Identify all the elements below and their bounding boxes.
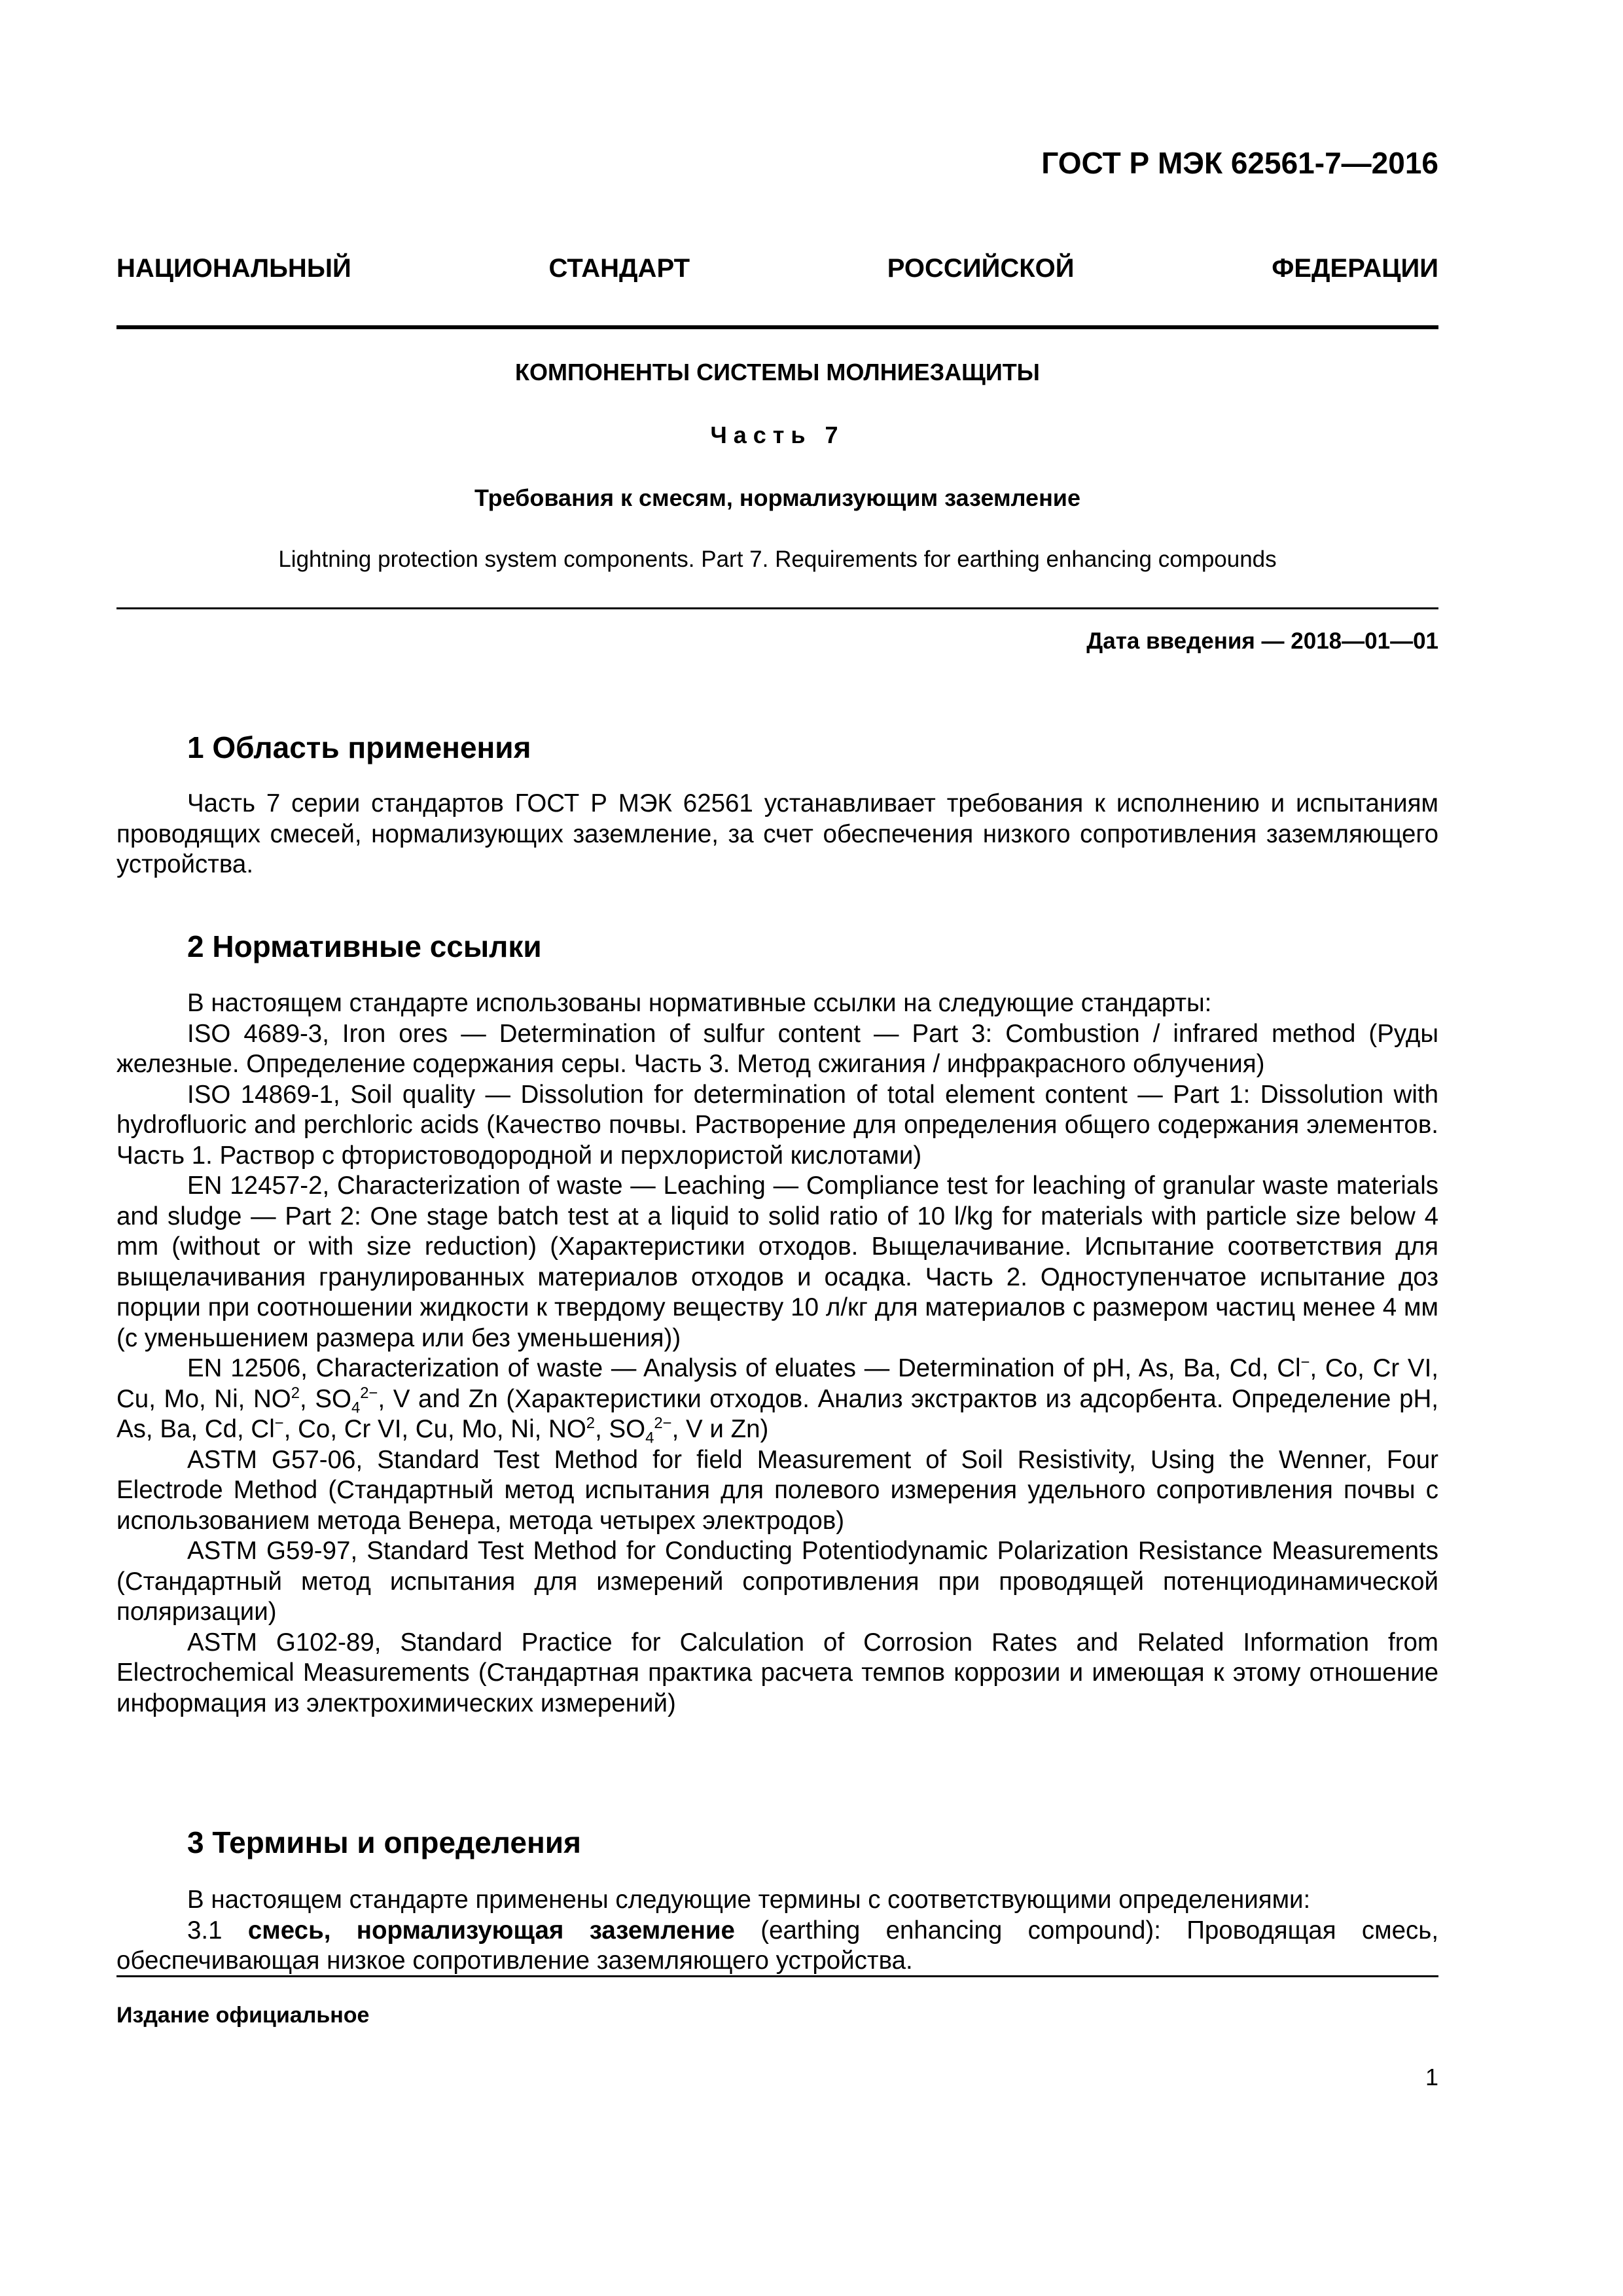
reference-en-12457-2: EN 12457-2, Characterization of waste — Leaching — Compliance test for leaching of granular waste materials and sludge — Part 2: One stage batch test at a liquid to solid ratio of 10 l/kg for materials with particle size below 4 mm (without or with size reduction) (Характеристики отходов. Выщелачивание. Испытание соответствия для выщелачивания гранулированных материалов отходов и осадка. Часть 2. Одноступенчатое испытание доз порции при соотношении жидкости к твердому веществу 10 л/кг для материалов с размером частиц менее 4 мм (с уменьшением размера или без уменьшения)) <box>116 1172 1438 1352</box>
section-3-heading: 3 Термины и определения <box>187 1825 581 1859</box>
section-1-heading: 1 Область применения <box>187 730 531 764</box>
introduction-date: Дата введения — 2018—01—01 <box>1086 628 1438 654</box>
standard-title: КОМПОНЕНТЫ СИСТЕМЫ МОЛНИЕЗАЩИТЫ <box>515 359 1040 386</box>
title-rule <box>116 607 1438 609</box>
header-rule <box>116 325 1438 329</box>
standard-subtitle: Требования к смесям, нормализующим заземление <box>474 484 1080 511</box>
section-3-body <box>116 1885 1438 1977</box>
reference-iso-4689-3: ISO 4689-3, Iron ores — Determination of sulfur content — Part 3: Combustion / infrared method (Руды железные. Определение содержания серы. Часть 3. Метод сжигания / инфракрасного облучения) <box>116 1019 1438 1078</box>
part-label: Часть 7 <box>710 422 845 448</box>
term-3-1 <box>116 1916 1438 1977</box>
national-standard-banner: НАЦИОНАЛЬНЫЙ СТАНДАРТ РОССИЙСКОЙ ФЕДЕРАЦИИ <box>116 254 1438 283</box>
section-2-heading: 2 Нормативные ссылки <box>187 929 542 963</box>
section-2-body <box>116 988 1438 1719</box>
section-2-intro: В настоящем стандарте использованы нормативные ссылки на следующие стандарты: <box>187 989 1212 1017</box>
official-edition-label: Издание официальное <box>116 2003 370 2028</box>
term-definition: (earthing enhancing compound): Проводящая смесь, обеспечивающая низкое сопротивление заземляющего устройства. <box>116 1916 1439 1975</box>
page-number: 1 <box>1425 2064 1438 2090</box>
term-number: 3.1 <box>187 1916 223 1945</box>
footer-rule <box>116 1975 1438 1977</box>
english-title: Lightning protection system components. Part 7. Requirements for earthing enhancing compounds <box>278 547 1277 572</box>
reference-astm-g102-89: ASTM G102-89, Standard Practice for Calculation of Corrosion Rates and Related Information from Electrochemical Measurements (Стандартная практика расчета темпов коррозии и имеющая к этому отношение информация из электрохимических измерений) <box>116 1628 1438 1717</box>
reference-astm-g59-97: ASTM G59-97, Standard Test Method for Conducting Potentiodynamic Polarization Resistance Measurements (Стандартный метод испытания для измерений сопротивления при проводящей потенциодинамической поляризации) <box>116 1537 1438 1626</box>
document-code: ГОСТ Р МЭК 62561-7—2016 <box>1041 146 1438 180</box>
section-3-intro: В настоящем стандарте применены следующие термины с соответствующими определениями: <box>187 1886 1311 1914</box>
section-1-text: Часть 7 серии стандартов ГОСТ Р МЭК 62561 устанавливает требования к исполнению и испытаниям проводящих смесей, нормализующих заземление, за счет обеспечения низкого сопротивления заземляющего устройства. <box>116 789 1438 878</box>
reference-astm-g57-06: ASTM G57-06, Standard Test Method for field Measurement of Soil Resistivity, Using the Wenner, Four Electrode Method (Стандартный метод испытания для полевого измерения удельного сопротивления почвы с использованием метода Венера, метода четырех электродов) <box>116 1445 1438 1535</box>
section-1-body <box>116 789 1438 880</box>
term-name: смесь, нормализующая заземление <box>247 1916 735 1945</box>
reference-en-12506: EN 12506, Characterization of waste — Analysis of eluates — Determination of pH, As, Ba, Cd, Cl−, Co, Cr VI, Cu, Mo, Ni, $NO^2$, $SO_4^{2-}$, V and Zn (Характеристики отходов. Анализ экстрактов из адсорбента. Определение pH, As, Ba, Cd, Cl−, Co, Cr VI, Cu, Mo, Ni, $NO^2$, $SO_4^{2-}$, V и Zn) <box>116 1354 1438 1447</box>
reference-iso-14869-1: ISO 14869-1, Soil quality — Dissolution for determination of total element content — Part 1: Dissolution with hydrofluoric and perchloric acids (Качество почвы. Растворение для определения общего содержания элементов. Часть 1. Раствор с фтористоводородной и перхлористой кислотами) <box>116 1080 1438 1170</box>
